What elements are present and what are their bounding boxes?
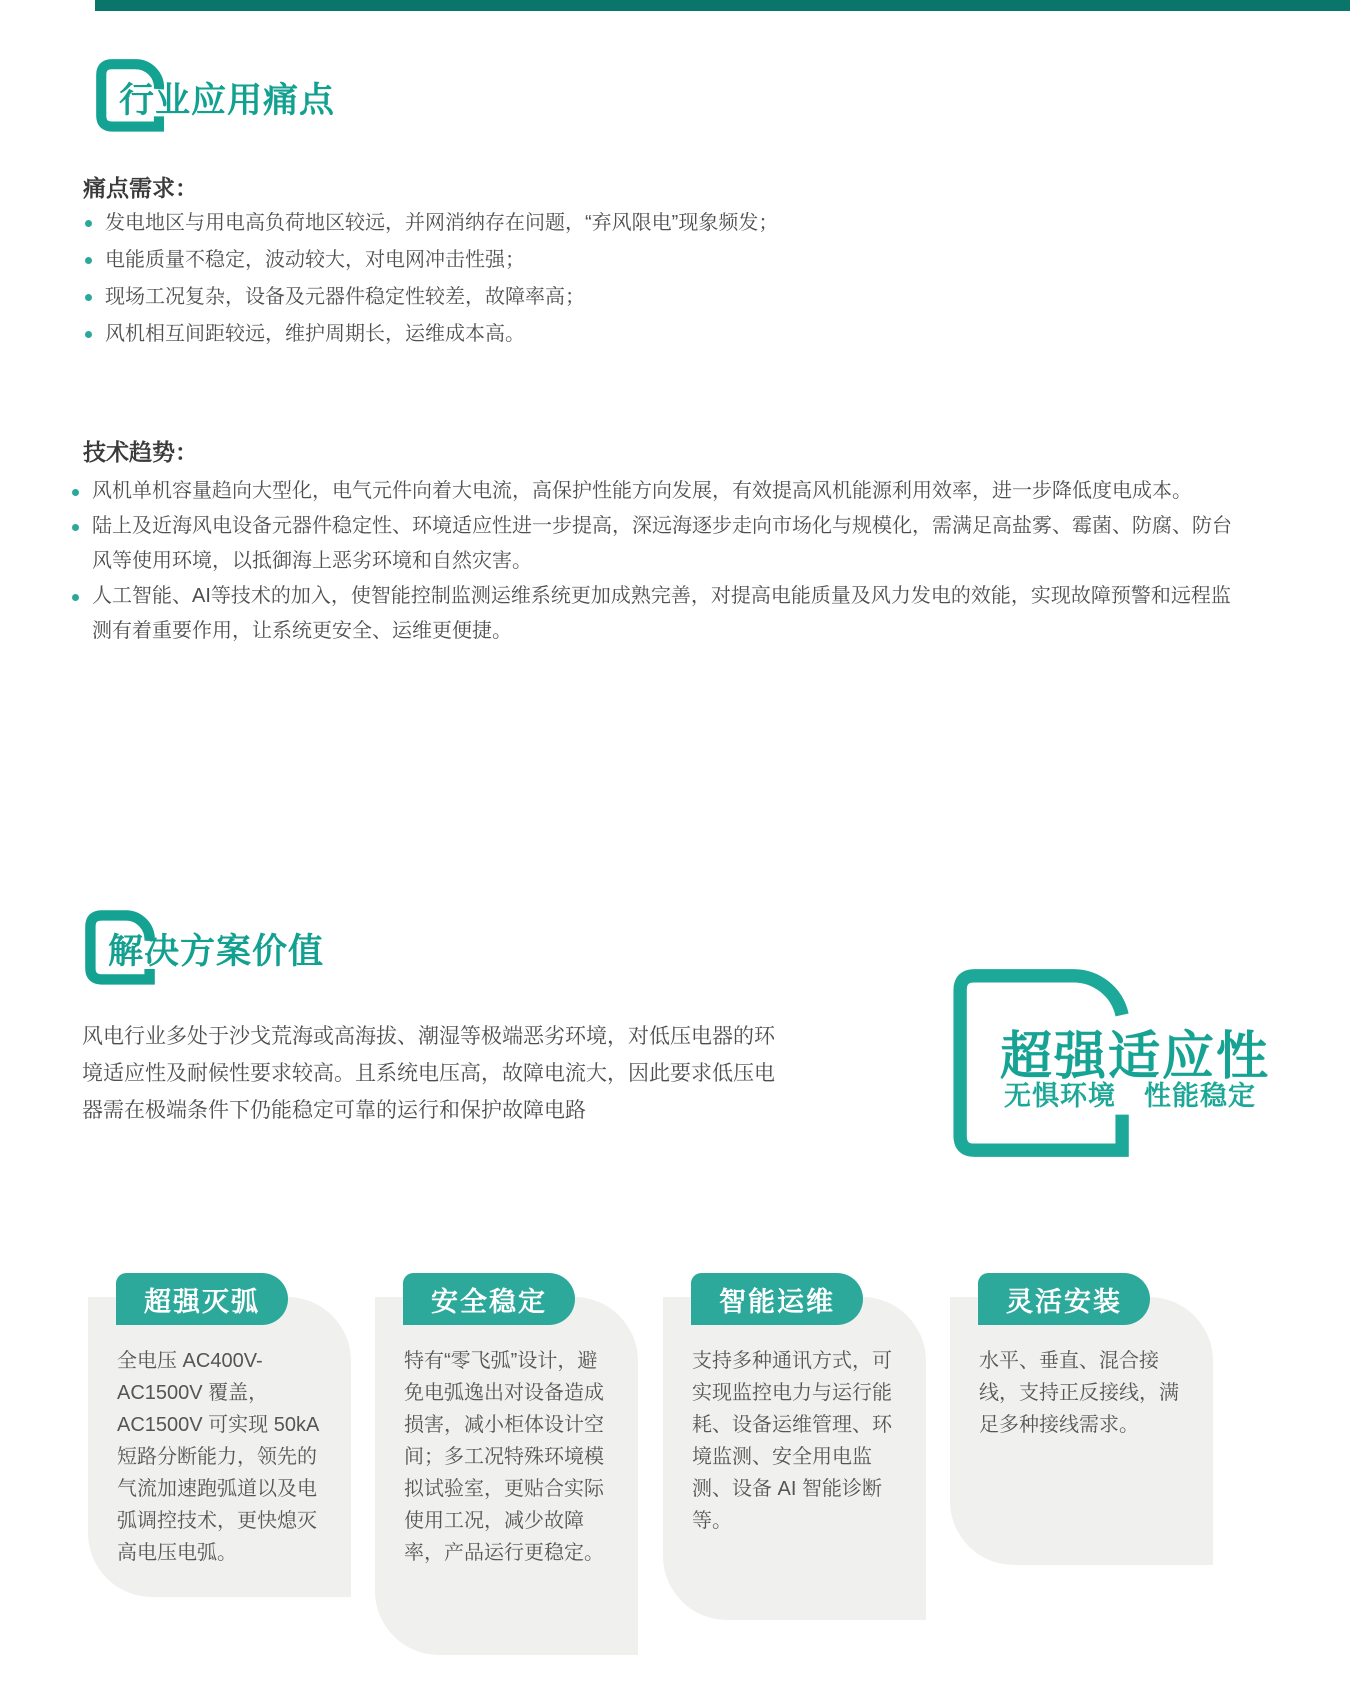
section-header-pain bbox=[95, 54, 495, 134]
bullet-dot-icon bbox=[85, 257, 92, 264]
card-text: 支持多种通讯方式，可实现监控电力与运行能耗、设备运维管理、环境监测、安全用电监测、设备 AI 智能诊断等。 bbox=[663, 1297, 926, 1620]
bullet-dot-icon bbox=[72, 524, 79, 531]
trend-heading: 技术趋势： bbox=[83, 439, 198, 465]
feature-card bbox=[663, 1273, 926, 1620]
card-tab: 灵活安装 bbox=[978, 1273, 1150, 1325]
list-item-text: 陆上及近海风电设备元器件稳定性、环境适应性进一步提高，深远海逐步走向市场化与规模化，需满足高盐雾、霉菌、防腐、防台风等使用环境，以抵御海上恶劣环境和自然灾害。 bbox=[92, 515, 1232, 572]
bullet-dot-icon bbox=[85, 331, 92, 338]
list-item bbox=[85, 316, 1185, 353]
card-tab: 安全稳定 bbox=[403, 1273, 575, 1325]
card-tab: 智能运维 bbox=[691, 1273, 863, 1325]
card-text: 全电压 AC400V-AC1500V 覆盖，AC1500V 可实现 50kA 短路分断能力，领先的气流加速跑弧道以及电弧调控技术，更快熄灭高电压电弧。 bbox=[88, 1297, 351, 1597]
bullet-dot-icon bbox=[72, 594, 79, 601]
feature-card bbox=[375, 1273, 638, 1655]
badge-title: 超强适应性 bbox=[1000, 1028, 1271, 1086]
section-title-pain: 行业应用痛点 bbox=[119, 81, 336, 120]
list-item-text: 发电地区与用电高负荷地区较远，并网消纳存在问题，“弃风限电”现象频发； bbox=[105, 212, 779, 234]
list-item-text: 电能质量不稳定，波动较大，对电网冲击性强； bbox=[105, 249, 525, 271]
badge-subtitle: 无惧环境 性能稳定 bbox=[1004, 1081, 1256, 1111]
card-tab: 超强灭弧 bbox=[116, 1273, 288, 1325]
bullet-dot-icon bbox=[72, 489, 79, 496]
list-item-text: 现场工况复杂，设备及元器件稳定性较差，故障率高； bbox=[105, 286, 585, 308]
list-item bbox=[85, 205, 1185, 242]
card-text: 特有“零飞弧”设计，避免电弧逸出对设备造成损害，减小柜体设计空间；多工况特殊环境模拟试验室，更贴合实际使用工况，减少故障率，产品运行更稳定。 bbox=[375, 1297, 638, 1655]
bullet-dot-icon bbox=[85, 220, 92, 227]
list-item-text: 人工智能、AI等技术的加入，使智能控制监测运维系统更加成熟完善，对提高电能质量及风力发电的效能，实现故障预警和远程监测有着重要作用，让系统更安全、运维更便捷。 bbox=[92, 585, 1231, 642]
section-title-value: 解决方案价值 bbox=[108, 932, 325, 971]
list-item bbox=[85, 279, 1185, 316]
feature-card bbox=[88, 1273, 351, 1597]
card-text: 水平、垂直、混合接线，支持正反接线，满足多种接线需求。 bbox=[950, 1297, 1213, 1565]
adaptability-badge bbox=[953, 968, 1333, 1168]
value-paragraph: 风电行业多处于沙戈荒海或高海拔、潮湿等极端恶劣环境，对低压电器的环境适应性及耐候性要求较高。且系统电压高，故障电流大，因此要求低压电器需在极端条件下仍能稳定可靠的运行和保护故障电路 bbox=[82, 1025, 775, 1122]
list-item bbox=[85, 242, 1185, 279]
section-header-value bbox=[84, 905, 484, 989]
list-item bbox=[72, 509, 1237, 579]
bullet-dot-icon bbox=[85, 294, 92, 301]
top-accent-bar bbox=[95, 0, 1350, 11]
list-item bbox=[72, 474, 1237, 509]
list-item bbox=[72, 579, 1237, 649]
list-item-text: 风机单机容量趋向大型化，电气元件向着大电流，高保护性能方向发展，有效提高风机能源利用效率，进一步降低度电成本。 bbox=[92, 480, 1192, 502]
pain-heading: 痛点需求： bbox=[83, 175, 198, 201]
trend-list bbox=[72, 474, 1237, 649]
pain-list bbox=[85, 205, 1185, 353]
list-item-text: 风机相互间距较远，维护周期长，运维成本高。 bbox=[105, 323, 525, 345]
feature-card bbox=[950, 1273, 1213, 1565]
